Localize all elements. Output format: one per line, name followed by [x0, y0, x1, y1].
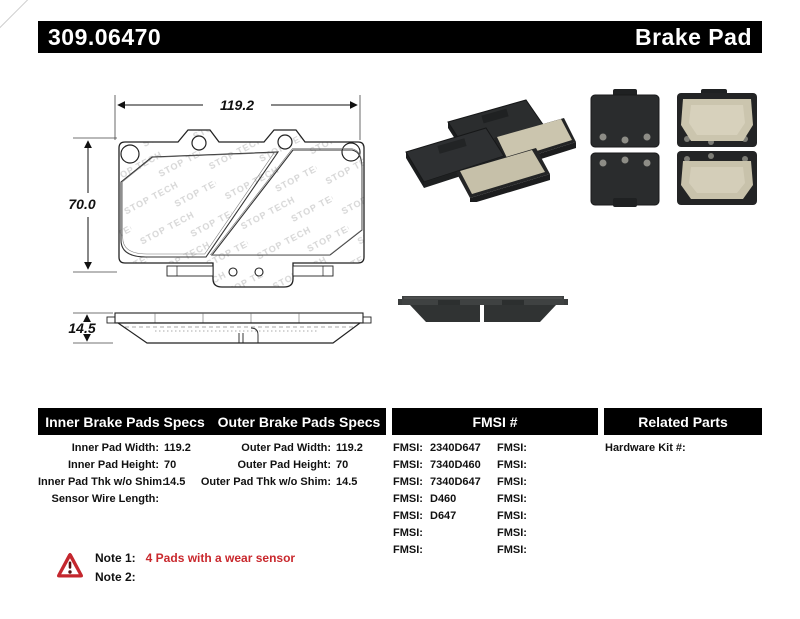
related-parts-row: Hardware Kit #:	[605, 442, 686, 454]
fmsi-row: FMSI:	[497, 544, 527, 556]
inner-specs-title: Inner Brake Pads Specs	[45, 413, 205, 430]
brake-pads-grid-photo	[585, 85, 765, 210]
side-view-backing-strip	[115, 313, 363, 323]
fmsi-row: FMSI: 7340D647	[393, 476, 481, 488]
page-corner-fold	[0, 0, 30, 29]
fmsi-column-2	[497, 440, 592, 559]
warning-triangle-icon	[56, 552, 84, 579]
part-number: 309.06470	[48, 23, 162, 50]
outer-specs-column	[195, 440, 385, 491]
spec-row: Inner Pad Width: 119.2	[71, 442, 191, 454]
fmsi-row: FMSI: D647	[393, 510, 457, 522]
fmsi-row: FMSI: D460	[393, 493, 457, 505]
spec-row: Inner Pad Thk w/o Shim: 14.5	[38, 476, 186, 488]
header-bar	[38, 21, 762, 53]
note-2	[95, 568, 295, 587]
fmsi-row: FMSI:	[393, 544, 423, 556]
note-1-label: Note 1:	[95, 551, 136, 565]
dim-height-label: 70.0	[68, 196, 96, 212]
dim-width-label: 119.2	[220, 97, 254, 113]
ceramic-pad-bottom-right	[677, 151, 757, 205]
brake-pad-front-view-drawing	[55, 85, 400, 300]
inner-specs-column	[38, 440, 203, 508]
note-1	[95, 549, 295, 568]
fmsi-header-bar	[392, 408, 598, 435]
spec-row: Outer Pad Thk w/o Shim: 14.5	[200, 476, 358, 488]
fmsi-row: FMSI:	[497, 510, 527, 522]
dim-thickness-label: 14.5	[68, 320, 96, 336]
related-parts-column	[605, 440, 761, 457]
related-parts-header-bar	[604, 408, 762, 435]
notes-section	[95, 549, 295, 587]
fmsi-title: FMSI #	[472, 413, 518, 430]
ceramic-pad-top-right	[677, 89, 757, 147]
note-2-label: Note 2:	[95, 570, 136, 584]
fmsi-row: FMSI:	[497, 527, 527, 539]
brake-pad-edge-photo	[398, 288, 568, 328]
black-pad-bottom-left	[591, 153, 659, 207]
brake-pad-side-view-drawing	[55, 295, 400, 357]
fmsi-row: FMSI:	[393, 527, 423, 539]
related-parts-title: Related Parts	[638, 413, 728, 430]
fmsi-row: FMSI:	[497, 493, 527, 505]
fmsi-row: FMSI:	[497, 442, 527, 454]
note-1-text: 4 Pads with a wear sensor	[145, 551, 296, 565]
fmsi-row: FMSI: 2340D647	[393, 442, 481, 454]
spec-row: Outer Pad Height: 70	[237, 459, 349, 471]
fmsi-row: FMSI:	[497, 459, 527, 471]
specs-header-bar	[38, 408, 386, 435]
fmsi-row: FMSI:	[497, 476, 527, 488]
spec-row: Outer Pad Width: 119.2	[241, 442, 363, 454]
spec-row: Inner Pad Height: 70	[67, 459, 177, 471]
fmsi-row: FMSI: 7340D460	[393, 459, 481, 471]
spec-row: Sensor Wire Length:	[51, 493, 159, 505]
page-title: Brake Pad	[634, 23, 752, 50]
outer-specs-title: Outer Brake Pads Specs	[217, 413, 381, 430]
fmsi-column-1	[393, 440, 495, 559]
black-pad-top-left	[591, 89, 659, 147]
brake-pads-perspective-photo	[398, 80, 578, 202]
